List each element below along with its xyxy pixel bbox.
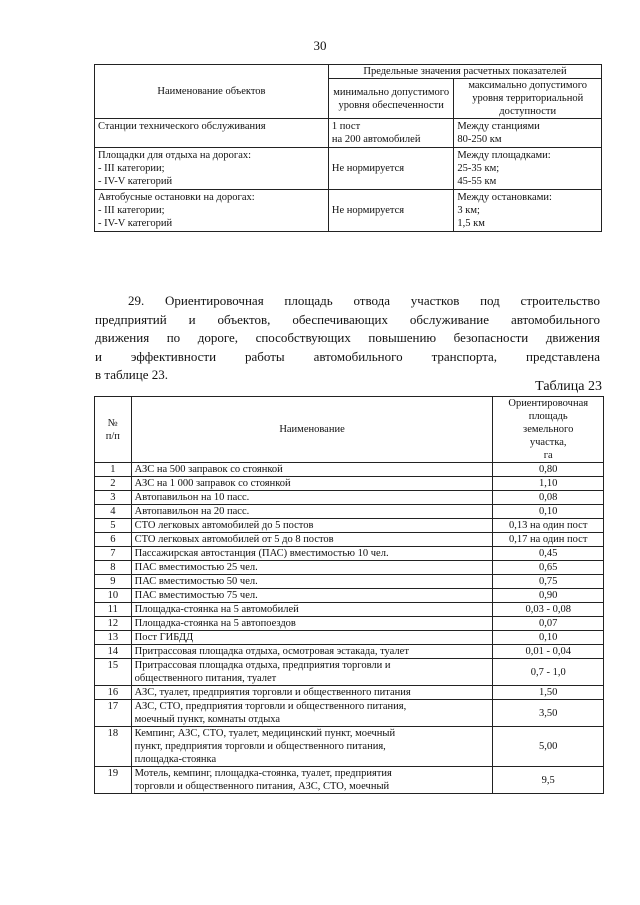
row-number: 13 (95, 631, 132, 645)
header-line: га (543, 450, 553, 461)
row-number: 16 (95, 686, 132, 700)
object-name-cell (131, 767, 493, 794)
cell-line: 25-35 км; (457, 163, 500, 174)
cell-line: площадка-стоянка (134, 754, 217, 765)
paragraph-line: в таблице 23. (95, 367, 168, 382)
object-name-cell (131, 519, 493, 533)
area-value: 0,65 (493, 561, 604, 575)
area-value: 0,03 - 0,08 (493, 603, 604, 617)
min-value-cell (328, 148, 453, 190)
area-value: 0,80 (493, 463, 604, 477)
col-header-area (493, 397, 604, 463)
table-row (95, 463, 604, 477)
object-name-cell (95, 119, 329, 148)
row-number: 12 (95, 617, 132, 631)
object-name-cell (131, 603, 493, 617)
min-value-cell (328, 190, 453, 232)
cell-line: Площадка-стоянка на 5 автомобилей (134, 604, 299, 615)
col-header-group: Предельные значения расчетных показателей (328, 65, 601, 79)
cell-line: ПАС вместимостью 50 чел. (134, 576, 258, 587)
cell-line: АЗС на 1 000 заправок со стоянкой (134, 478, 291, 489)
header-line: Ориентировочная (508, 398, 589, 409)
table-row (95, 519, 604, 533)
cell-line: Автопавильон на 20 пасс. (134, 506, 250, 517)
cell-line: Мотель, кемпинг, площадка-стоянка, туалет, предприятия (134, 768, 392, 779)
object-name-cell (131, 659, 493, 686)
cell-line: 3 км; (457, 205, 480, 216)
cell-line: пункт, предприятия торговли и общественного питания, (134, 741, 386, 752)
object-name-cell (131, 547, 493, 561)
object-name-cell (95, 190, 329, 232)
area-value: 0,01 - 0,04 (493, 645, 604, 659)
table-row (95, 477, 604, 491)
paragraph-line: 29. Ориентировочная площадь отвода участков под строительство (128, 293, 600, 308)
col-header-name: Наименование (131, 397, 493, 463)
area-value: 9,5 (493, 767, 604, 794)
table-row (95, 561, 604, 575)
row-number: 1 (95, 463, 132, 477)
header-line: земельного (523, 424, 574, 435)
cell-line: Пассажирская автостанция (ПАС) вместимостью 10 чел. (134, 548, 389, 559)
paragraph-line: предприятий и объектов, обеспечивающих обслуживание автомобильного (95, 311, 600, 327)
area-value: 0,45 (493, 547, 604, 561)
table-row (95, 575, 604, 589)
table-row (95, 686, 604, 700)
area-value: 0,10 (493, 505, 604, 519)
cell-line: Притрассовая площадка отдыха, предприятия торговли и (134, 660, 391, 671)
cell-line: Притрассовая площадка отдыха, осмотровая эстакада, туалет (134, 646, 409, 657)
paragraph-line: и эффективности работы автомобильного транспорта, представлена (95, 348, 600, 364)
table-row (95, 645, 604, 659)
header-line: п/п (105, 430, 120, 442)
object-name-cell (131, 617, 493, 631)
cell-line: - IV-V категорий (98, 176, 173, 187)
table-caption: Таблица 23 (535, 379, 602, 394)
table-row (95, 533, 604, 547)
cell-line: ПАС вместимостью 25 чел. (134, 562, 258, 573)
area-value: 0,90 (493, 589, 604, 603)
object-name-cell (131, 477, 493, 491)
area-value: 3,50 (493, 700, 604, 727)
table-row (95, 603, 604, 617)
object-name-cell (131, 561, 493, 575)
table-row (95, 727, 604, 767)
area-value: 5,00 (493, 727, 604, 767)
cell-line: 80-250 км (457, 134, 502, 145)
cell-line: Станции технического обслуживания (98, 121, 266, 132)
cell-line: Не нормируется (331, 163, 405, 174)
row-number: 6 (95, 533, 132, 547)
table-row (95, 631, 604, 645)
cell-line: 1 пост (331, 121, 361, 132)
col-header-number (95, 397, 132, 463)
norms-table (94, 64, 602, 232)
land-area-table (94, 396, 604, 794)
header-line: участка, (529, 437, 567, 448)
object-name-cell (131, 491, 493, 505)
table-row (95, 119, 602, 148)
row-number: 18 (95, 727, 132, 767)
cell-line: Между площадками: (457, 150, 551, 161)
table-row (95, 767, 604, 794)
cell-line: Площадка-стоянка на 5 автопоездов (134, 618, 296, 629)
max-value-cell (454, 119, 602, 148)
cell-line: на 200 автомобилей (331, 134, 421, 145)
table-row (95, 700, 604, 727)
table-row (95, 491, 604, 505)
col-header-name: Наименование объектов (95, 65, 329, 119)
object-name-cell (131, 631, 493, 645)
header-line: № (107, 417, 118, 429)
object-name-cell (131, 575, 493, 589)
cell-line: Пост ГИБДД (134, 632, 194, 643)
cell-line: моечный пункт, комнаты отдыха (134, 714, 281, 725)
row-number: 10 (95, 589, 132, 603)
cell-line: Между остановками: (457, 192, 552, 203)
area-value: 1,10 (493, 477, 604, 491)
object-name-cell (131, 505, 493, 519)
area-value: 1,50 (493, 686, 604, 700)
cell-line: Не нормируется (331, 205, 405, 216)
object-name-cell (131, 463, 493, 477)
col-header-max: максимально допустимого уровня территориальной доступности (454, 79, 602, 119)
max-value-cell (454, 190, 602, 232)
object-name-cell (131, 700, 493, 727)
cell-line: Между станциями (457, 121, 540, 132)
row-number: 19 (95, 767, 132, 794)
row-number: 11 (95, 603, 132, 617)
cell-line: - III категории; (98, 205, 165, 216)
area-value: 0,08 (493, 491, 604, 505)
cell-line: АЗС на 500 заправок со стоянкой (134, 464, 283, 475)
cell-line: - III категории; (98, 163, 165, 174)
cell-line: ПАС вместимостью 75 чел. (134, 590, 258, 601)
cell-line: АЗС, туалет, предприятия торговли и общественного питания (134, 687, 411, 698)
cell-line: 1,5 км (457, 218, 485, 229)
row-number: 2 (95, 477, 132, 491)
max-value-cell (454, 148, 602, 190)
col-header-min: минимально допустимого уровня обеспеченности (328, 79, 453, 119)
cell-line: Кемпинг, АЗС, СТО, туалет, медицинский пункт, моечный (134, 728, 396, 739)
min-value-cell (328, 119, 453, 148)
cell-line: Площадки для отдыха на дорогах: (98, 150, 252, 161)
table-row (95, 659, 604, 686)
cell-line: - IV-V категорий (98, 218, 173, 229)
object-name-cell (95, 148, 329, 190)
table-row (95, 547, 604, 561)
area-value: 0,07 (493, 617, 604, 631)
row-number: 9 (95, 575, 132, 589)
object-name-cell (131, 727, 493, 767)
area-value: 0,17 на один пост (493, 533, 604, 547)
row-number: 8 (95, 561, 132, 575)
cell-line: СТО легковых автомобилей до 5 постов (134, 520, 314, 531)
cell-line: торговли и общественного питания, АЗС, СТО, моечный (134, 781, 390, 792)
row-number: 15 (95, 659, 132, 686)
table-row (95, 617, 604, 631)
row-number: 4 (95, 505, 132, 519)
row-number: 7 (95, 547, 132, 561)
area-value: 0,75 (493, 575, 604, 589)
object-name-cell (131, 686, 493, 700)
cell-line: 45-55 км (457, 176, 497, 187)
object-name-cell (131, 533, 493, 547)
object-name-cell (131, 589, 493, 603)
area-value: 0,13 на один пост (493, 519, 604, 533)
row-number: 14 (95, 645, 132, 659)
cell-line: АЗС, СТО, предприятия торговли и общественного питания, (134, 701, 407, 712)
cell-line: Автобусные остановки на дорогах: (98, 192, 255, 203)
paragraph-29 (95, 292, 600, 385)
cell-line: общественного питания, туалет (134, 673, 277, 684)
area-value: 0,7 - 1,0 (493, 659, 604, 686)
table-row (95, 589, 604, 603)
paragraph-line: движения по дороге, способствующих повышению безопасности движения (95, 330, 600, 345)
object-name-cell (131, 645, 493, 659)
table-row (95, 190, 602, 232)
table-row (95, 148, 602, 190)
row-number: 17 (95, 700, 132, 727)
row-number: 5 (95, 519, 132, 533)
area-value: 0,10 (493, 631, 604, 645)
table-row (95, 505, 604, 519)
header-line: площадь (528, 411, 568, 422)
cell-line: СТО легковых автомобилей от 5 до 8 постов (134, 534, 334, 545)
row-number: 3 (95, 491, 132, 505)
page-number: 30 (313, 38, 327, 53)
cell-line: Автопавильон на 10 пасс. (134, 492, 250, 503)
